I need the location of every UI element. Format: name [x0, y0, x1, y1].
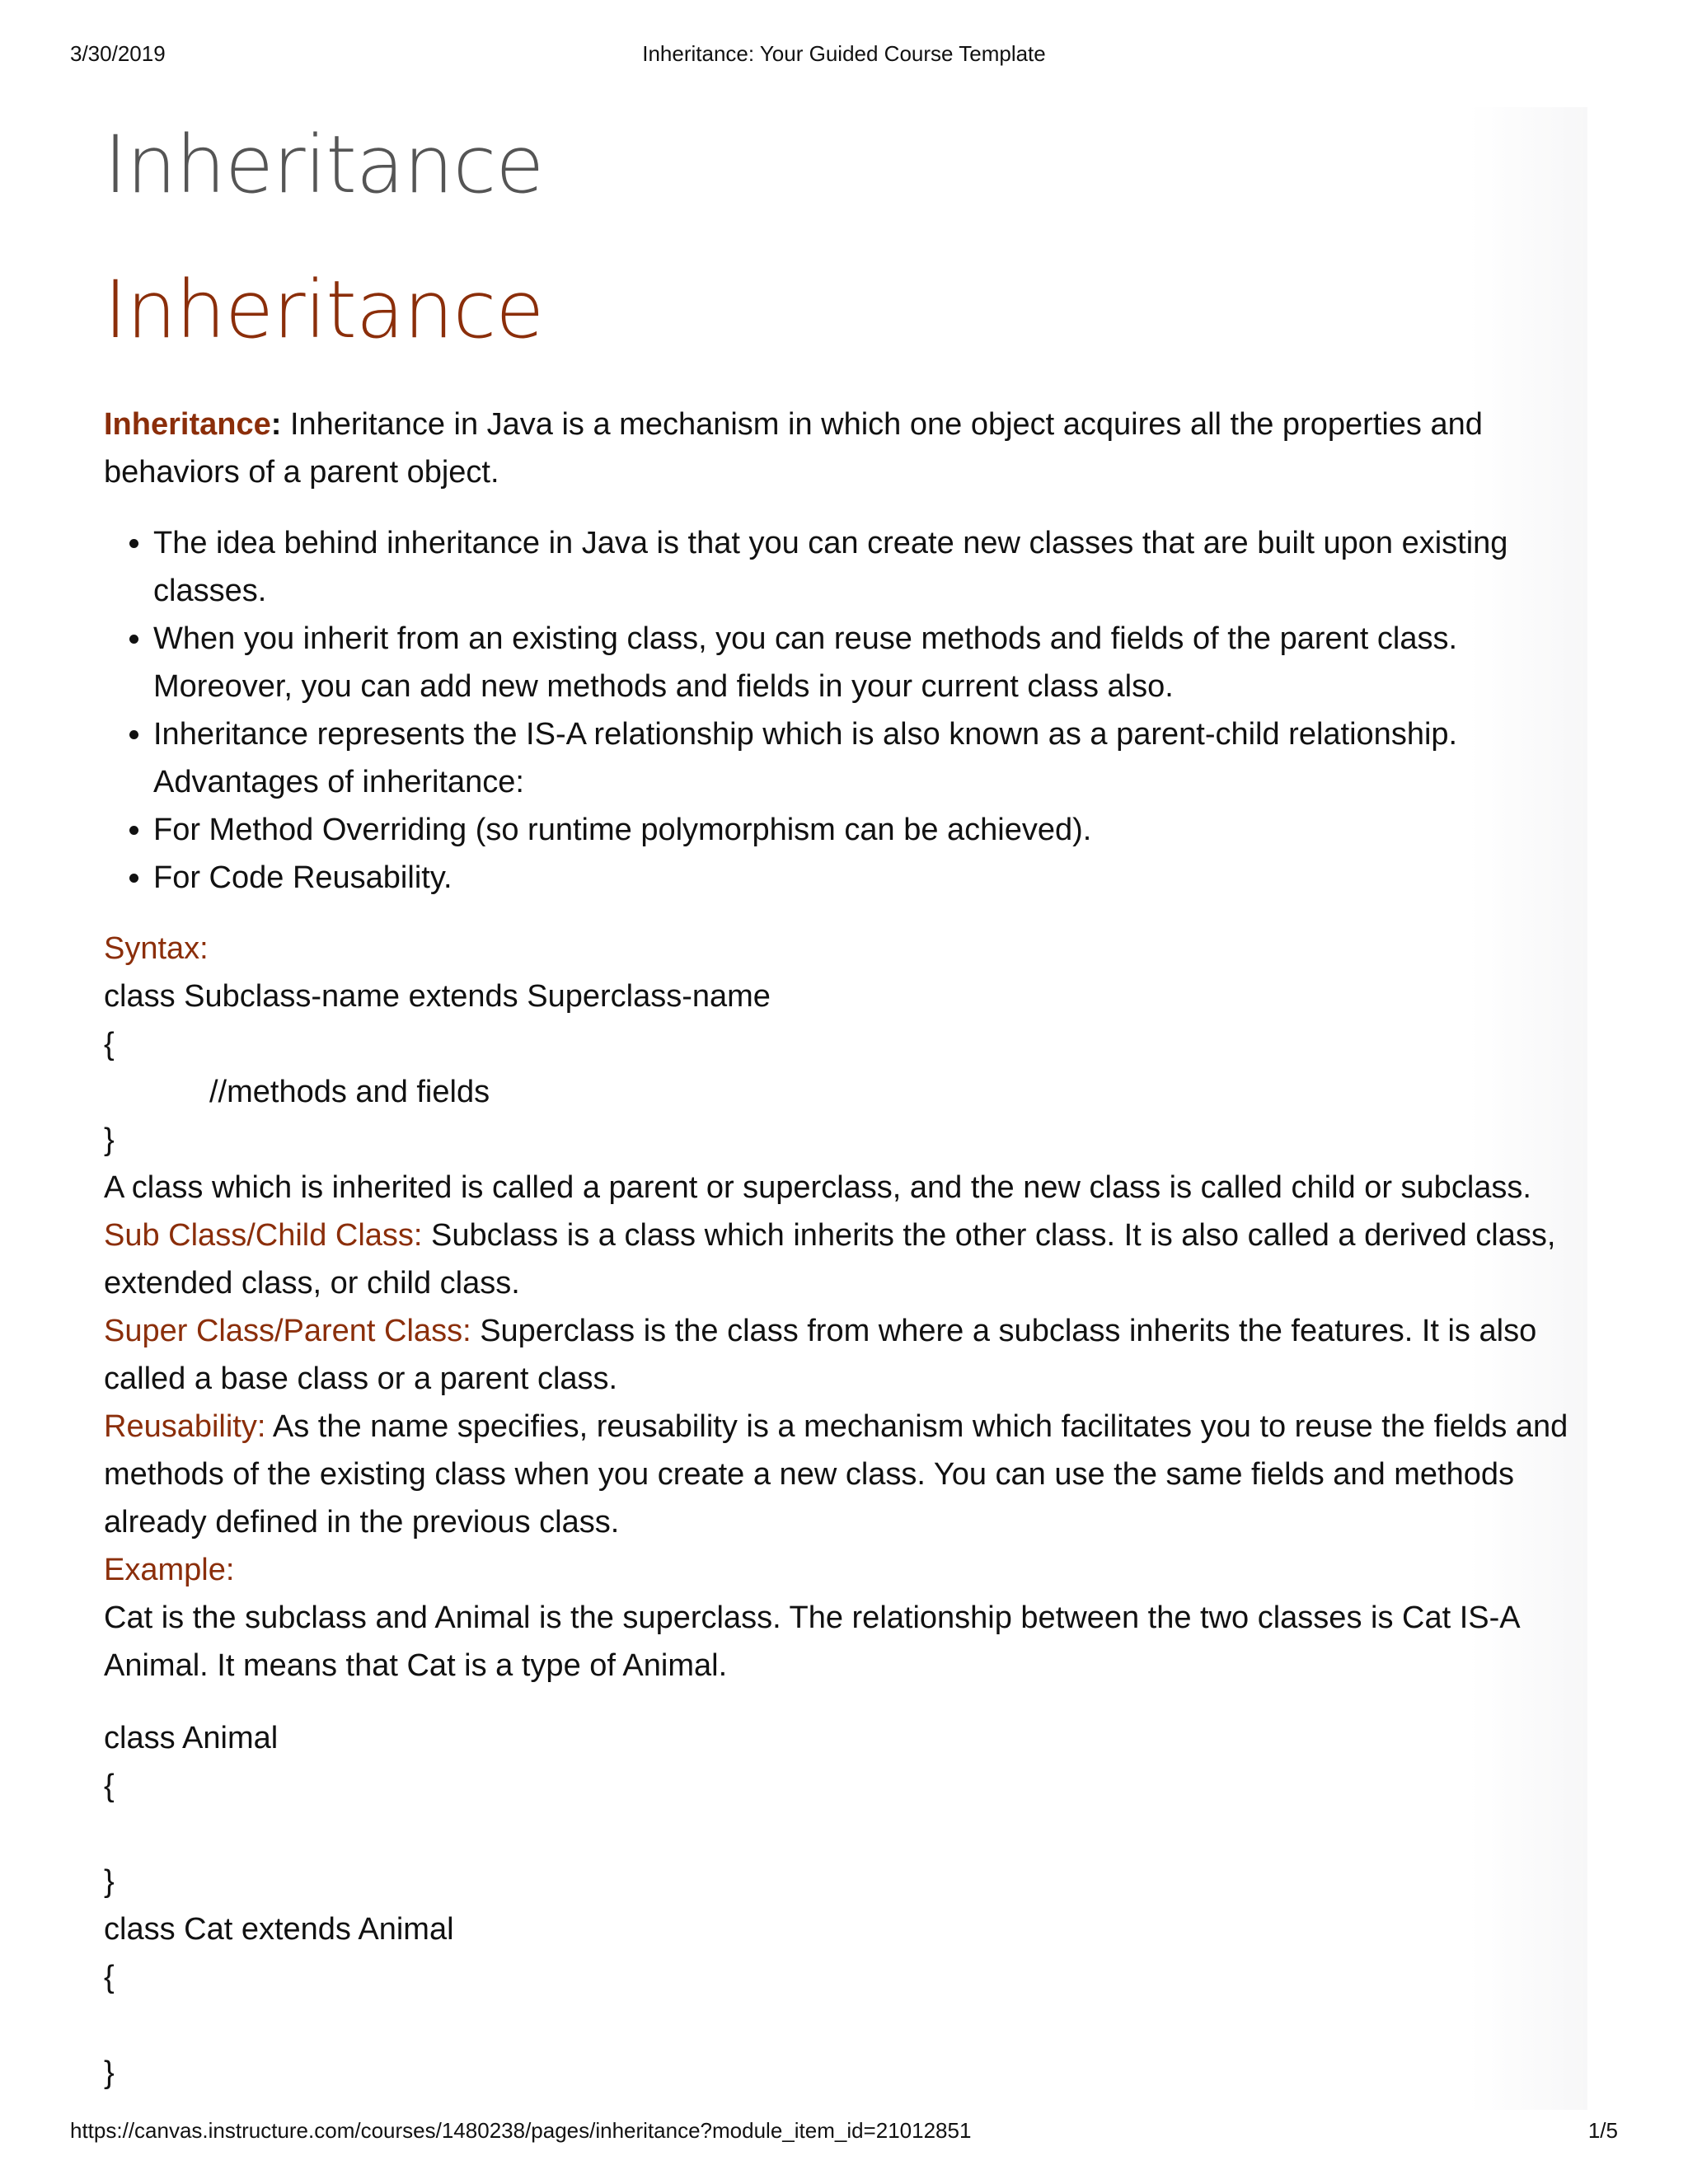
code-cat-close: } [104, 2055, 115, 2090]
subclass-definition [104, 1212, 1587, 1307]
print-url: https://canvas.instructure.com/courses/1480238/pages/inheritance?module_item_id=21012851 [70, 2118, 972, 2143]
code-example [104, 1714, 1587, 2097]
list-item: • For Method Overriding (so runtime polymorphism can be achieved). [153, 806, 1587, 854]
bullet-list [104, 519, 1587, 902]
reusability-label: Reusability: [104, 1409, 266, 1444]
intro-term: Inheritance [104, 407, 271, 442]
list-item: • The idea behind inheritance in Java is that you can create new classes that are built upon existing classes. [153, 519, 1587, 615]
example-text: Cat is the subclass and Animal is the superclass. The relationship between the two classes is Cat IS-A Animal. It means that Cat is a type of Animal. [104, 1601, 1519, 1683]
intro-paragraph [104, 401, 1587, 496]
print-page-title: Inheritance: Your Guided Course Template [642, 41, 1046, 66]
reusability-definition [104, 1403, 1587, 1546]
print-date: 3/30/2019 [70, 41, 166, 66]
syntax-label: Syntax: [104, 931, 209, 966]
example-label: Example: [104, 1553, 235, 1587]
superclass-label: Super Class/Parent Class: [104, 1314, 471, 1348]
code-animal-close: } [104, 1864, 115, 1899]
page-title: Inheritance [104, 119, 544, 211]
print-footer [70, 2118, 1618, 2144]
list-item: • For Code Reusability. [153, 854, 1587, 902]
superclass-text: Superclass is the class from where a subclass inherits the features. It is also called a base class or a parent class. [104, 1314, 1537, 1396]
syntax-block [104, 925, 1587, 1690]
syntax-line: class Subclass-name extends Superclass-name [104, 979, 771, 1014]
intro-text: Inheritance in Java is a mechanism in which one object acquires all the properties and behaviors of a parent object. [104, 407, 1483, 490]
parent-child-text: A class which is inherited is called a parent or superclass, and the new class is called child or subclass. [104, 1170, 1531, 1205]
code-cat-decl: class Cat extends Animal [104, 1912, 454, 1947]
print-header [70, 41, 1618, 68]
syntax-comment: //methods and fields [209, 1075, 490, 1109]
superclass-definition [104, 1307, 1587, 1403]
code-animal-open: { [104, 1769, 115, 1803]
syntax-close-brace: } [104, 1122, 115, 1157]
code-blank-line [104, 2001, 1587, 2049]
print-page-number: 1/5 [1587, 2118, 1618, 2143]
syntax-open-brace: { [104, 1027, 115, 1062]
reusability-text: As the name specifies, reusability is a mechanism which facilitates you to reuse the fields and methods of the existing class when you create a new class. You can use the same fields and methods already defined in the previous class. [104, 1409, 1568, 1540]
page-content [104, 107, 1587, 2110]
list-item: • When you inherit from an existing class, you can reuse methods and fields of the parent class. Moreover, you can add new methods and fields in your current class also. [153, 615, 1587, 710]
code-cat-open: { [104, 1960, 115, 1994]
subclass-text: Subclass is a class which inherits the other class. It is also called a derived class, extended class, or child class. [104, 1218, 1556, 1301]
subclass-label: Sub Class/Child Class: [104, 1218, 423, 1253]
code-blank-line [104, 1810, 1587, 1858]
intro-colon: : [270, 407, 282, 442]
list-item: • Inheritance represents the IS-A relationship which is also known as a parent-child relationship. Advantages of inheritance: [153, 710, 1587, 806]
code-animal-decl: class Animal [104, 1721, 279, 1755]
section-title: Inheritance [104, 264, 544, 356]
